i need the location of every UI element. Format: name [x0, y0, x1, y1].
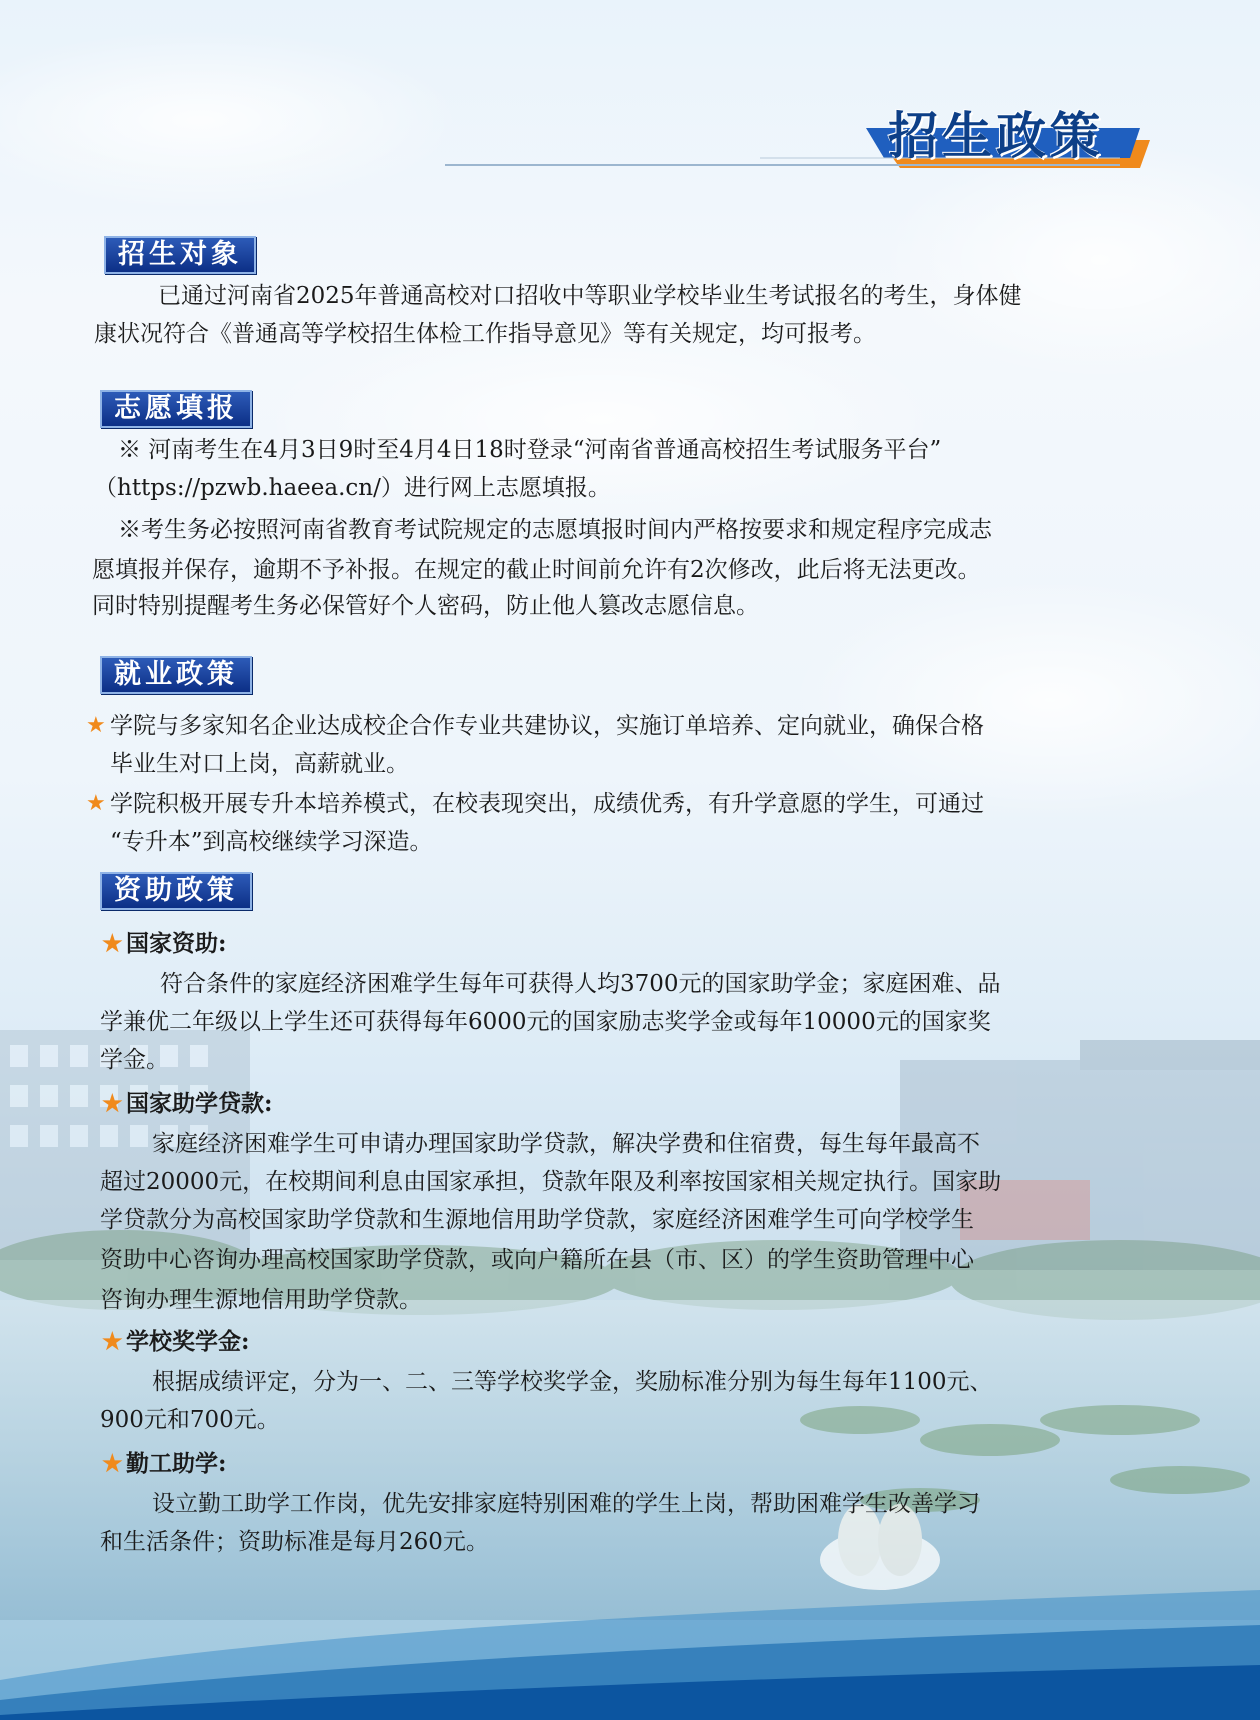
- aid-loan-line-1: 家庭经济困难学生可申请办理国家助学贷款，解决学费和住宿费，每生每年最高不: [152, 1131, 980, 1157]
- target-line-2: 康状况符合《普通高等学校招生体检工作指导意见》等有关规定，均可报考。: [94, 321, 876, 347]
- aid-national-line-1: 符合条件的家庭经济困难学生每年可获得人均3700元的国家助学金；家庭困难、品: [160, 971, 1001, 997]
- star-icon: ★: [86, 713, 106, 738]
- star-icon: ★: [86, 791, 106, 816]
- aid-scholarship-line-2: 900元和700元。: [100, 1407, 280, 1433]
- aid-national-line-2: 学兼优二年级以上学生还可获得每年6000元的国家励志奖学金或每年10000元的国家奖: [100, 1009, 991, 1035]
- application-line-5: 同时特别提醒考生务必保管好个人密码，防止他人篡改志愿信息。: [92, 593, 759, 619]
- aid-item-title-loan: 国家助学贷款:: [126, 1090, 273, 1117]
- employment-bullet-2-line-2: “专升本”到高校继续学习深造。: [110, 829, 433, 855]
- header-banner: [0, 0, 1260, 200]
- section-heading-aid: 资助政策: [100, 872, 252, 910]
- aid-scholarship-line-1: 根据成绩评定，分为一、二、三等学校奖学金，奖励标准分别为每生每年1100元、: [152, 1369, 993, 1395]
- aid-loan-line-2: 超过20000元，在校期间利息由国家承担，贷款年限及利率按国家相关规定执行。国家助: [100, 1169, 1002, 1195]
- aid-loan-line-5: 咨询办理生源地信用助学贷款。: [100, 1287, 422, 1313]
- employment-bullet-1-line-1: 学院与多家知名企业达成校企合作专业共建协议，实施订单培养、定向就业，确保合格: [110, 713, 984, 739]
- star-icon: ★: [102, 930, 123, 957]
- aid-loan-line-4: 资助中心咨询办理高校国家助学贷款，或向户籍所在县（市、区）的学生资助管理中心: [100, 1247, 974, 1273]
- aid-item-title-national-aid: 国家资助:: [126, 930, 227, 957]
- application-line-2: （https://pzwb.haeea.cn/）进行网上志愿填报。: [94, 475, 611, 501]
- aid-item-title-work-study: 勤工助学:: [126, 1450, 227, 1477]
- star-icon: ★: [102, 1090, 123, 1117]
- section-heading-target: 招生对象: [104, 236, 256, 274]
- aid-national-line-3: 学金。: [100, 1047, 169, 1073]
- section-heading-employment: 就业政策: [100, 656, 252, 694]
- page-title: 招生政策: [888, 106, 1104, 165]
- employment-bullet-2-line-1: 学院积极开展专升本培养模式，在校表现突出，成绩优秀，有升学意愿的学生，可通过: [110, 791, 984, 817]
- aid-workstudy-line-2: 和生活条件；资助标准是每月260元。: [100, 1529, 489, 1555]
- star-icon: ★: [102, 1450, 123, 1477]
- aid-loan-line-3: 学贷款分为高校国家助学贷款和生源地信用助学贷款，家庭经济困难学生可向学校学生: [100, 1207, 974, 1233]
- target-line-1: 已通过河南省2025年普通高校对口招收中等职业学校毕业生考试报名的考生，身体健: [158, 283, 1022, 309]
- aid-workstudy-line-1: 设立勤工助学工作岗，优先安排家庭特别困难的学生上岗，帮助困难学生改善学习: [152, 1491, 980, 1517]
- bottom-wave-decoration: [0, 1590, 1260, 1720]
- application-line-1: ※ 河南考生在4月3日9时至4月4日18时登录“河南省普通高校招生考试服务平台”: [118, 437, 942, 463]
- section-heading-application: 志愿填报: [100, 390, 252, 428]
- application-line-4: 愿填报并保存，逾期不予补报。在规定的截止时间前允许有2次修改，此后将无法更改。: [92, 557, 981, 583]
- star-icon: ★: [102, 1328, 123, 1355]
- employment-bullet-1-line-2: 毕业生对口上岗，高薪就业。: [110, 751, 409, 777]
- application-line-3: ※考生务必按照河南省教育考试院规定的志愿填报时间内严格按要求和规定程序完成志: [118, 517, 992, 543]
- aid-item-title-scholarship: 学校奖学金:: [126, 1328, 250, 1355]
